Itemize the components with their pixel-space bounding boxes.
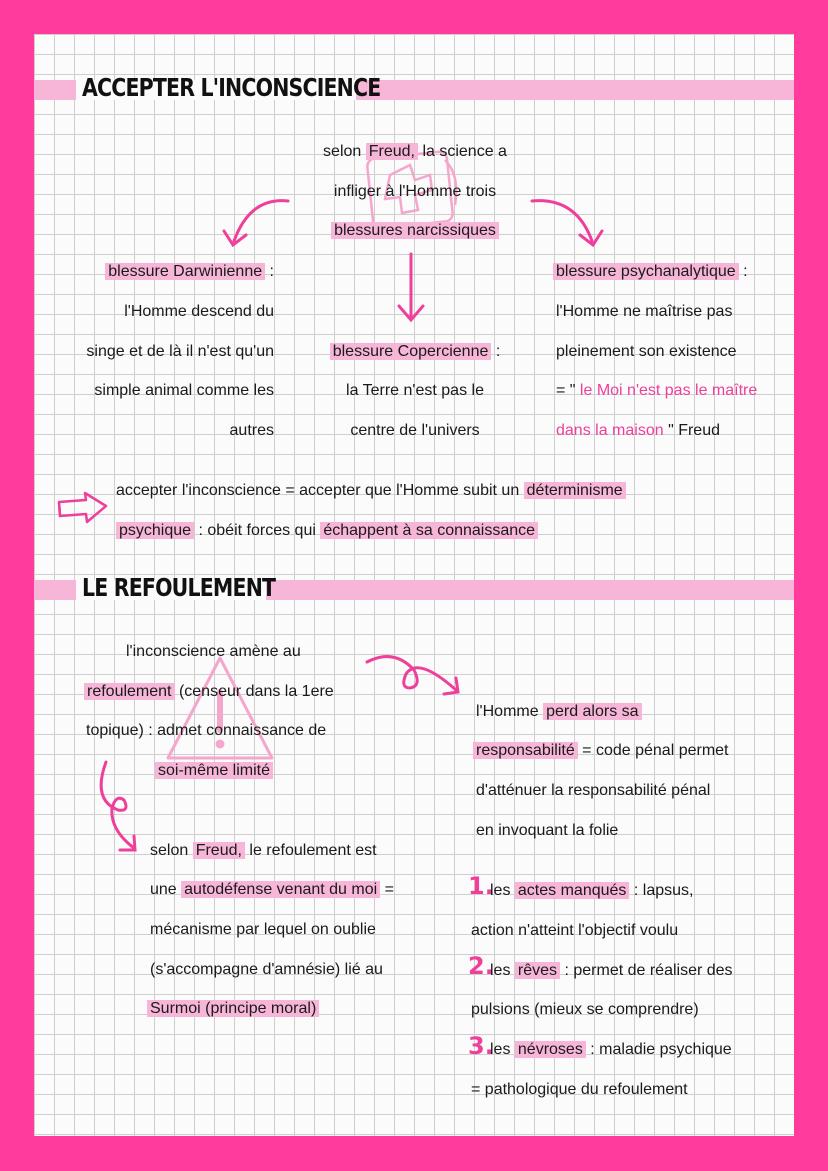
middle-line-2: centre de l'univers bbox=[350, 422, 480, 439]
right-line-4: dans la maison " Freud bbox=[556, 422, 720, 439]
block3-line-4: en invoquant la folie bbox=[476, 822, 619, 839]
block2-line-3: mécanisme par lequel on oublie bbox=[150, 921, 376, 938]
right-heading: blessure psychanalytique : bbox=[553, 262, 748, 282]
left-line-1: l'Homme descend du bbox=[124, 303, 274, 320]
center-line-1: selon Freud, la science a bbox=[323, 143, 507, 160]
left-line-2: singe et de là il n'est qu'un bbox=[86, 343, 274, 360]
list-item-1-cont: action n'atteint l'objectif voulu bbox=[471, 922, 679, 939]
list-item-3: les névroses : maladie psychique bbox=[490, 1041, 732, 1058]
block1-line-1: l'inconscience amène au bbox=[126, 643, 301, 660]
curved-arrow-left-icon bbox=[220, 195, 300, 250]
right-line-1: l'Homme ne maîtrise pas bbox=[556, 303, 733, 320]
right-line-2: pleinement son existence bbox=[556, 343, 737, 360]
block2-line-2: une autodéfense venant du moi = bbox=[150, 881, 394, 898]
block2-line-4: (s'accompagne d'amnésie) lié au bbox=[150, 961, 383, 978]
list-item-1: les actes manqués : lapsus, bbox=[490, 882, 694, 899]
left-heading: blessure Darwinienne : bbox=[40, 262, 274, 282]
conclusion-line-2: psychique : obéit forces qui échappent à sa connaissance bbox=[116, 521, 538, 541]
right-arrow-icon bbox=[56, 490, 110, 526]
block2-line-1: selon Freud, le refoulement est bbox=[150, 842, 377, 859]
middle-heading: blessure Copercienne : bbox=[300, 342, 530, 362]
list-item-2-cont: pulsions (mieux se comprendre) bbox=[471, 1001, 699, 1018]
right-line-3: = " le Moi n'est pas le maître bbox=[556, 382, 758, 399]
list-item-3-cont: = pathologique du refoulement bbox=[471, 1081, 688, 1098]
loop-arrow-icon bbox=[364, 650, 468, 702]
section-title-refoulement: LE REFOULEMENT bbox=[82, 573, 276, 602]
left-line-3: simple animal comme les bbox=[94, 382, 274, 399]
section-title-inconscience: ACCEPTER L'INCONSCIENCE bbox=[82, 73, 381, 102]
conclusion-line-1: accepter l'inconscience = accepter que l'Homme subit un déterminisme bbox=[116, 481, 626, 501]
block2-line-5: Surmoi (principe moral) bbox=[147, 999, 319, 1019]
warning-icon bbox=[160, 650, 280, 770]
loop-arrow-icon bbox=[88, 760, 148, 860]
curved-arrow-right-icon bbox=[528, 195, 608, 250]
center-line-3: blessures narcissiques bbox=[300, 221, 530, 241]
center-line-2: infliger à l'Homme trois bbox=[333, 183, 497, 200]
block3-line-1: l'Homme perd alors sa bbox=[476, 702, 642, 722]
list-number-3: 3. bbox=[468, 1032, 494, 1060]
block1-line-2: refoulement (censeur dans la 1ere bbox=[84, 682, 334, 702]
list-item-2: les rêves : permet de réaliser des bbox=[490, 962, 733, 979]
block1-line-4: soi-même limité bbox=[155, 761, 273, 781]
block3-line-2: responsabilité = code pénal permet bbox=[473, 741, 729, 761]
list-number-1: 1. bbox=[468, 872, 494, 900]
block1-line-3: topique) : admet connaissance de bbox=[86, 722, 327, 739]
middle-line-1: la Terre n'est pas le bbox=[346, 382, 484, 399]
left-line-4: autres bbox=[229, 422, 274, 439]
block3-line-3: d'atténuer la responsabilité pénal bbox=[476, 782, 711, 799]
list-number-2: 2. bbox=[468, 952, 494, 980]
arrow-down-icon bbox=[396, 252, 426, 324]
